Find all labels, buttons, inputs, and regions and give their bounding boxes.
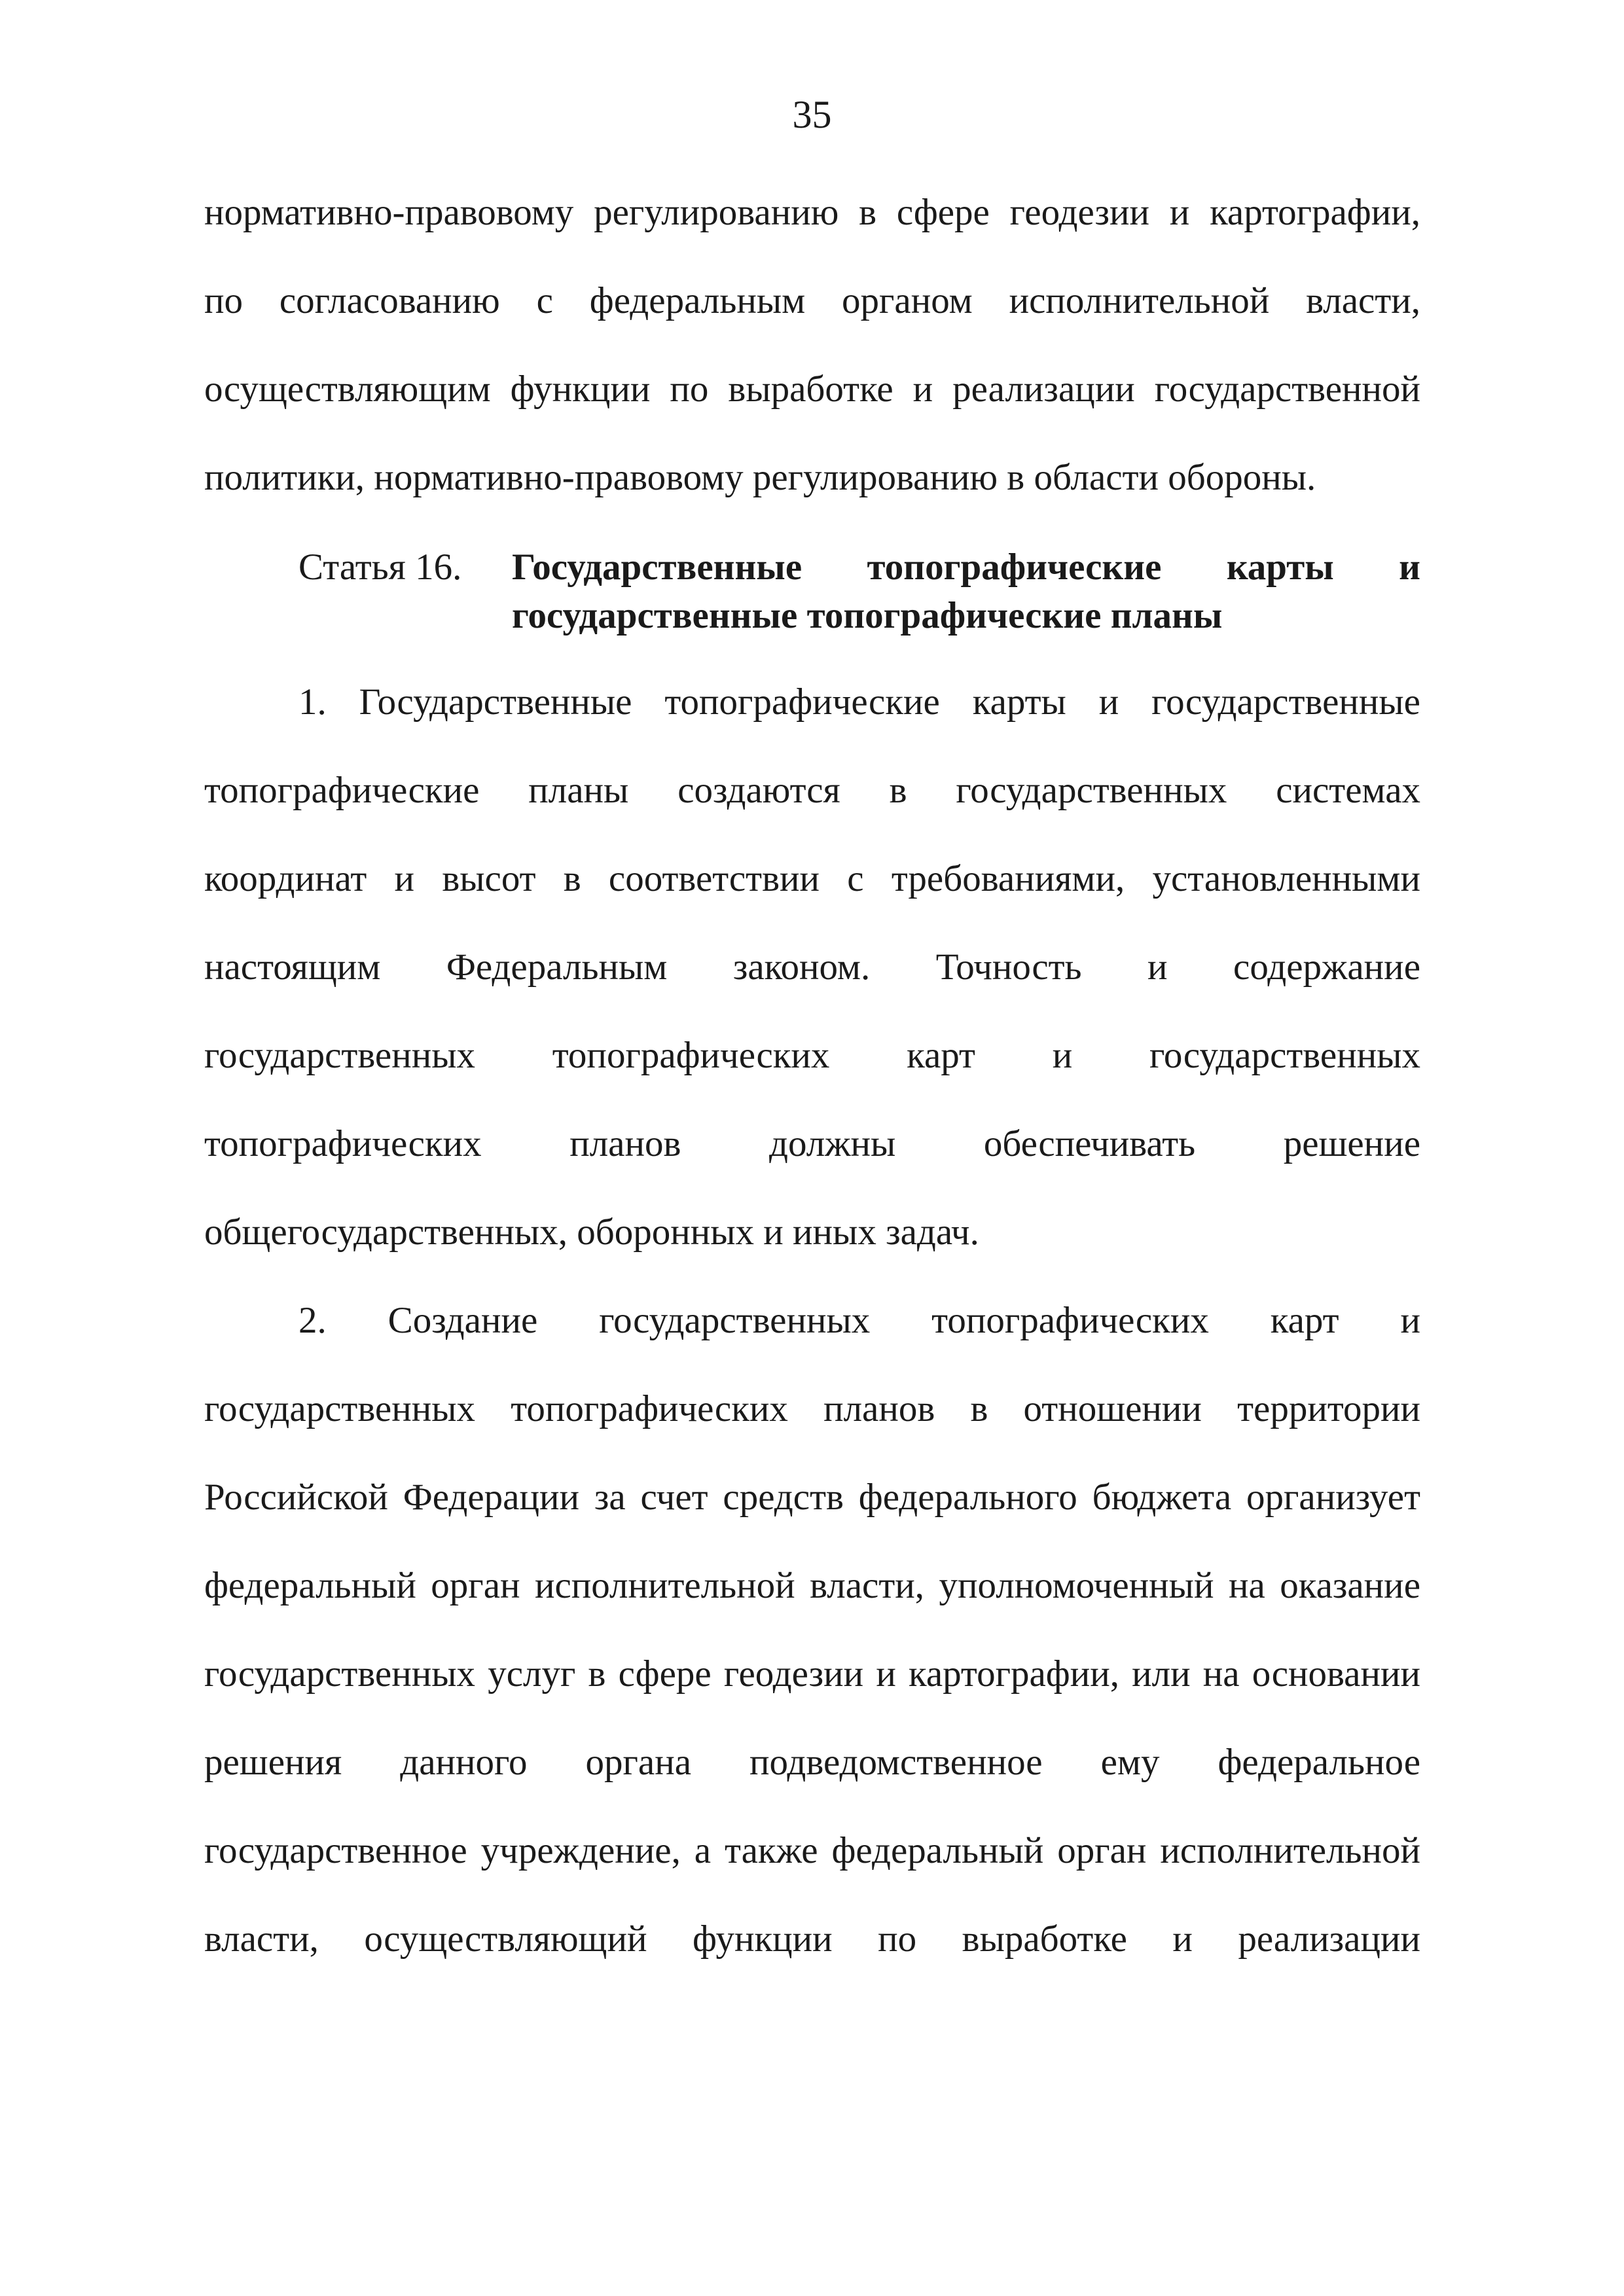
text-line: по согласованию с федеральным органом исполнительной власти,: [204, 280, 1420, 321]
text-line: общегосударственных, оборонных и иных задач.: [204, 1211, 979, 1253]
text-line: государственное учреждение, а также федеральный орган исполнительной: [204, 1830, 1420, 1871]
article-title-line: государственные топографические планы: [512, 595, 1223, 636]
text-line: настоящим Федеральным законом. Точность и содержание: [204, 946, 1420, 988]
text-line: координат и высот в соответствии с требованиями, установленными: [204, 858, 1420, 899]
text-line: государственных топографических планов в отношении территории: [204, 1388, 1420, 1429]
article-title-line: Государственные топографические карты и: [512, 547, 1420, 588]
text-line: нормативно-правовому регулированию в сфере геодезии и картографии,: [204, 192, 1420, 233]
text-line: осуществляющим функции по выработке и реализации государственной: [204, 368, 1420, 410]
text-line: топографических планов должны обеспечивать решение: [204, 1123, 1420, 1164]
text-line: федеральный орган исполнительной власти, уполномоченный на оказание: [204, 1565, 1420, 1606]
text-line: топографические планы создаются в государственных системах: [204, 770, 1420, 811]
text-line: Российской Федерации за счет средств федерального бюджета организует: [204, 1477, 1420, 1518]
article-label: Статья 16.: [298, 547, 462, 588]
page-number: 35: [792, 93, 832, 136]
text-line: государственных услуг в сфере геодезии и картографии, или на основании: [204, 1653, 1420, 1695]
text-line: государственных топографических карт и государственных: [204, 1035, 1420, 1076]
text-line: политики, нормативно-правовому регулированию в области обороны.: [204, 457, 1316, 498]
text-line: 1. Государственные топографические карты и государственные: [298, 681, 1420, 723]
text-line: 2. Создание государственных топографических карт и: [298, 1300, 1420, 1341]
text-line: власти, осуществляющий функции по выработке и реализации: [204, 1918, 1420, 1960]
text-line: решения данного органа подведомственное ему федеральное: [204, 1742, 1420, 1783]
